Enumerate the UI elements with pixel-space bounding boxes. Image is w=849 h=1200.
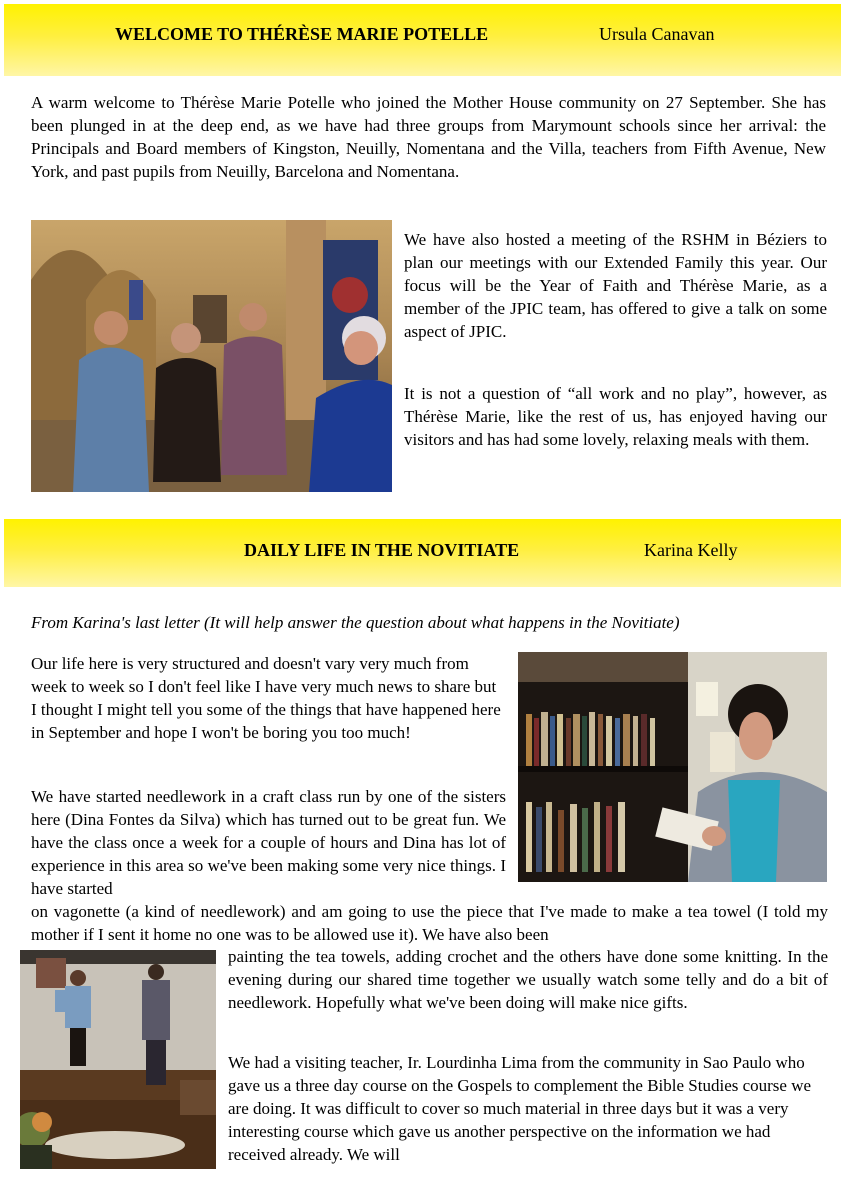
novice-reading-photo — [518, 652, 827, 882]
article-intro-paragraph: A warm welcome to Thérèse Marie Potelle who joined the Mother House community on 27 September. She has been plunged in at the deep end, as we have had three groups from Marymount schools since her arrival: the Principals and Board members of Kingston, Neuilly, Nomentana and the Villa, teachers from Fifth Avenue, New York, and past pupils from Neuilly, Barcelona and Nomentana. — [31, 93, 826, 181]
article-paragraph: on vagonette (a kind of needlework) and am going to use the piece that I've made to make a tea towel (I told my mother if I sent it home no one was to be allowed use it). We have also been — [31, 902, 828, 944]
group-photo-hall — [31, 220, 392, 492]
novices-room-photo — [20, 950, 216, 1169]
article-paragraph: Our life here is very structured and doesn't vary very much from week to week so I don't feel like I have very much news to share but I thought I might tell you some of the things that have happened here in September and hope I won't be boring you too much! — [31, 654, 501, 742]
article-title: WELCOME TO THÉRÈSE MARIE POTELLE — [115, 24, 489, 44]
article-paragraph: We have started needlework in a craft class run by one of the sisters here (Dina Fontes da Silva) which has turned out to be great fun. We have the class once a week for a couple of hours and Dina has lot of experience in this area so we've been making some very nice things. I have started — [31, 787, 506, 898]
article-header-welcome — [4, 4, 841, 76]
article-lead: From Karina's last letter (It will help answer the question about what happens in the Novitiate) — [31, 613, 680, 632]
article-author: Karina Kelly — [644, 540, 738, 560]
article-paragraph: painting the tea towels, adding crochet and the others have done some knitting. In the evening during our shared time together we usually watch some telly and do a bit of needlework. Hopefully what we've been doing will make nice gifts. — [228, 947, 828, 1012]
article-paragraph: We had a visiting teacher, Ir. Lourdinha Lima from the community in Sao Paulo who gave us a three day course on the Gospels to complement the Bible Studies course we are doing. It was difficult to cover so much material in three days but it was a very interesting course which gave us another perspective on the information we had received already. We will — [228, 1053, 812, 1164]
article-paragraph: It is not a question of “all work and no play”, however, as Thérèse Marie, like the rest of us, has enjoyed having our visitors and has had some lovely, relaxing meals with them. — [404, 384, 827, 449]
article-author: Ursula Canavan — [599, 24, 715, 44]
article-title: DAILY LIFE IN THE NOVITIATE — [244, 540, 520, 560]
article-paragraph: We have also hosted a meeting of the RSHM in Béziers to plan our meetings with our Extended Family this year. Our focus will be the Year of Faith and Thérèse Marie, as a member of the JPIC team, has offered to give a talk on some aspect of JPIC. — [404, 230, 827, 341]
article-header-novitiate — [4, 519, 841, 587]
